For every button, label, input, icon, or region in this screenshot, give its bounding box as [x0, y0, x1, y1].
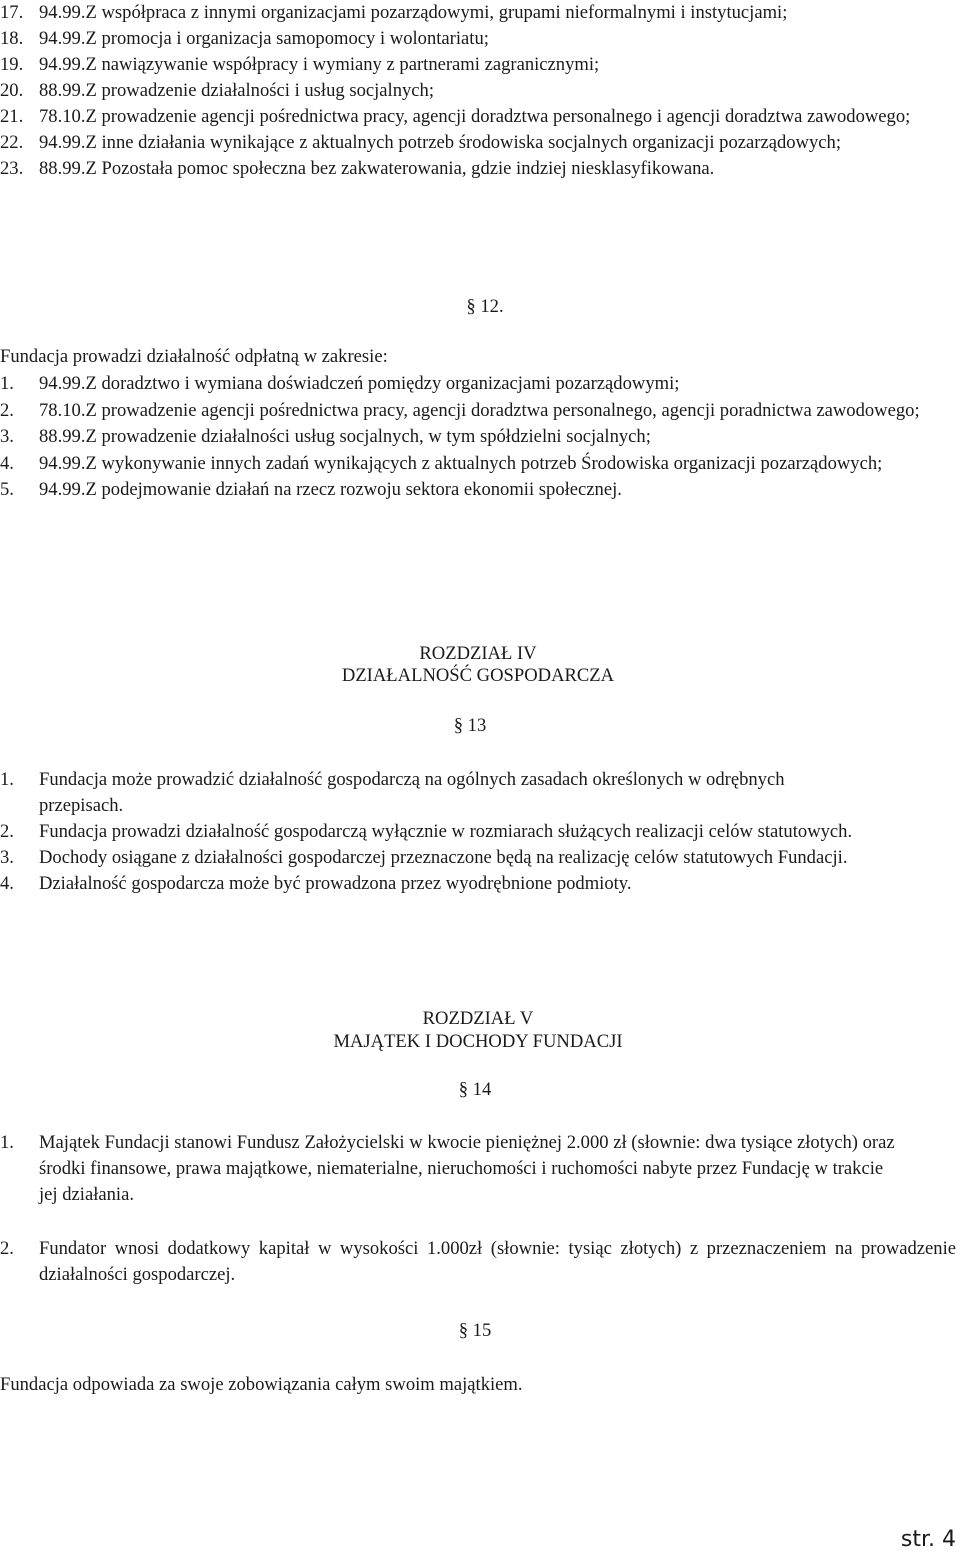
list-number: 19. — [0, 54, 24, 75]
list-number: 2. — [0, 821, 14, 842]
list-number: 2. — [0, 399, 14, 421]
chapter-label-iv: ROZDZIAŁ IV — [419, 643, 537, 664]
chapter-label-v: ROZDZIAŁ V — [422, 1008, 534, 1029]
activity-list-continued — [0, 0, 956, 182]
list-number: 4. — [0, 452, 14, 474]
list-text: 88.99.Z prowadzenie działalności usług socjalnych, w tym spółdzielni socjalnych; — [39, 426, 651, 447]
list-text: Majątek Fundacji stanowi Fundusz Założycielski w kwocie pieniężnej 2.000 zł (słownie: dwa tysiące złotych) oraz środki finansowe, prawa majątkowe, niematerialne, nieruchomości i ruchomości nabyte przez Fundację w trakcie jej działania. — [39, 1132, 895, 1205]
list-text: Fundacja prowadzi działalność gospodarczą wyłącznie w rozmiarach służących realizacji celów statutowych. — [39, 821, 853, 842]
list-text: 88.99.Z Pozostała pomoc społeczna bez zakwaterowania, gdzie indziej niesklasyfikowana. — [39, 158, 715, 179]
list-number: 1. — [0, 1132, 14, 1153]
list-text: 94.99.Z współpraca z innymi organizacjami pozarządowymi, grupami nieformalnymi i instytucjami; — [39, 2, 788, 23]
list-number: 22. — [0, 132, 24, 153]
list-item — [0, 398, 956, 425]
list-number: 3. — [0, 426, 14, 447]
list-text: Działalność gospodarcza może być prowadzona przez wyodrębnione podmioty. — [39, 873, 632, 894]
list-item — [0, 78, 956, 104]
list-number: 5. — [0, 479, 14, 500]
list-text: 88.99.Z prowadzenie działalności i usług socjalnych; — [39, 80, 435, 101]
list-text: 94.99.Z inne działania wynikające z aktualnych potrzeb środowiska socjalnych organizacji pozarządowych; — [39, 132, 841, 153]
list-item — [0, 371, 956, 398]
list-item — [0, 871, 956, 897]
list-item — [0, 819, 956, 845]
list-text: Dochody osiągane z działalności gospodarczej przeznaczone będą na realizację celów statutowych Fundacji. — [39, 847, 848, 868]
section-text-15: Fundacja odpowiada za swoje zobowiązania całym swoim majątkiem. — [0, 1374, 523, 1395]
list-number: 23. — [0, 158, 24, 179]
list-item — [0, 1130, 956, 1208]
list-item — [0, 845, 956, 871]
list-number: 4. — [0, 873, 14, 894]
list-item — [0, 0, 956, 26]
list-number: 2. — [0, 1238, 14, 1259]
list-text: Fundacja może prowadzić działalność gospodarczą na ogólnych zasadach określonych w odrębnych przepisach. — [39, 769, 785, 816]
list-item — [0, 767, 956, 819]
list-item — [0, 451, 956, 478]
assets-list — [0, 1130, 956, 1288]
list-item — [0, 156, 956, 182]
chapter-title-v: MAJĄTEK I DOCHODY FUNDACJI — [333, 1031, 623, 1052]
paid-activity-list — [0, 371, 956, 504]
list-text: Fundator wnosi dodatkowy kapitał w wysokości 1.000zł (słownie: tysiąc złotych) z przeznaczeniem na prowadzenie działalności gospodarczej. — [39, 1238, 956, 1285]
list-item — [0, 104, 956, 130]
section-heading-15: § 15 — [458, 1320, 492, 1341]
section-heading-12: § 12. — [466, 296, 504, 317]
page-number: str. 4 — [900, 1527, 956, 1552]
section-intro-12: Fundacja prowadzi działalność odpłatną w zakresie: — [0, 346, 388, 367]
list-text: 94.99.Z podejmowanie działań na rzecz rozwoju sektora ekonomii społecznej. — [39, 479, 622, 500]
list-item — [0, 424, 956, 451]
list-item — [0, 52, 956, 78]
list-number: 1. — [0, 769, 14, 790]
list-number: 3. — [0, 847, 14, 868]
list-item — [0, 1236, 956, 1288]
list-text: 94.99.Z wykonywanie innych zadań wynikających z aktualnych potrzeb Środowiska organizacji pozarządowych; — [39, 452, 883, 474]
list-item — [0, 477, 956, 504]
list-item — [0, 130, 956, 156]
business-activity-list — [0, 767, 956, 897]
list-number: 17. — [0, 2, 24, 23]
list-number: 18. — [0, 28, 24, 49]
section-heading-14: § 14 — [458, 1079, 492, 1100]
list-number: 20. — [0, 80, 24, 101]
list-number: 21. — [0, 106, 24, 127]
list-text: 78.10.Z prowadzenie agencji pośrednictwa pracy, agencji doradztwa personalnego, agencji poradnictwa zawodowego; — [39, 399, 920, 421]
list-text: 78.10.Z prowadzenie agencji pośrednictwa pracy, agencji doradztwa personalnego i agencji doradztwa zawodowego; — [39, 106, 911, 127]
list-item — [0, 26, 956, 52]
list-number: 1. — [0, 373, 14, 394]
list-text: 94.99.Z nawiązywanie współpracy i wymiany z partnerami zagranicznymi; — [39, 54, 600, 75]
chapter-title-iv: DZIAŁALNOŚĆ GOSPODARCZA — [341, 665, 615, 686]
section-heading-13: § 13 — [453, 715, 487, 736]
list-text: 94.99.Z doradztwo i wymiana doświadczeń pomiędzy organizacjami pozarządowymi; — [39, 373, 680, 394]
list-text: 94.99.Z promocja i organizacja samopomocy i wolontariatu; — [39, 28, 489, 49]
